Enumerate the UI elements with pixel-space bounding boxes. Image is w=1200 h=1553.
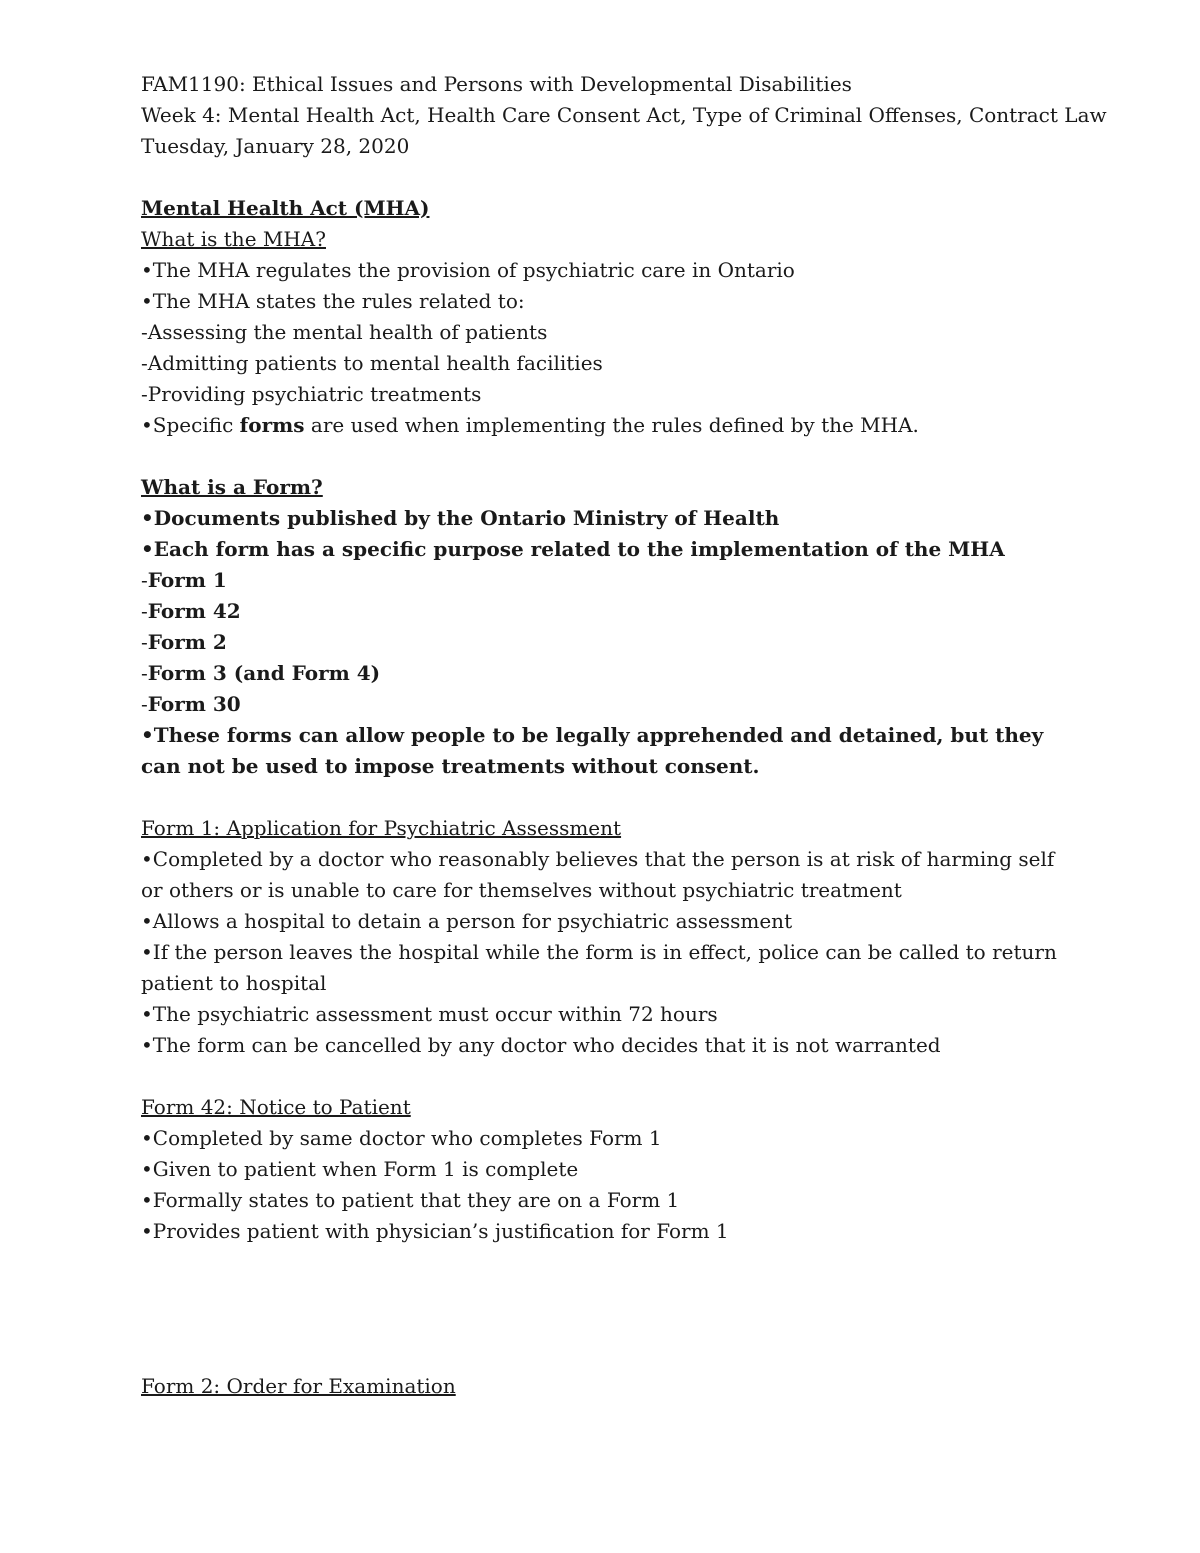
form1-item: •The form can be cancelled by any doctor who decides that it is not warranted bbox=[141, 1033, 941, 1057]
form42-item: •Formally states to patient that they are on a Form 1 bbox=[141, 1188, 680, 1212]
form1-item: •The psychiatric assessment must occur within 72 hours bbox=[141, 1002, 718, 1026]
mha-item: -Assessing the mental health of patients bbox=[141, 320, 548, 344]
form-list-item: -Form 30 bbox=[141, 692, 241, 716]
form-list-item: -Form 42 bbox=[141, 599, 241, 623]
form1-item: •Completed by a doctor who reasonably believes that the person is at risk of harming self or others or is unable to care for themselves without psychiatric treatment bbox=[141, 847, 1055, 902]
form-list-item: -Form 1 bbox=[141, 568, 227, 592]
week-title: Week 4: Mental Health Act, Health Care Consent Act, Type of Criminal Offenses, Contract Law bbox=[141, 103, 1107, 127]
form-item: •Each form has a specific purpose related to the implementation of the MHA bbox=[141, 537, 1005, 561]
forms-note: •These forms can allow people to be legally apprehended and detained, but they can not be used to impose treatments without consent. bbox=[141, 723, 1044, 778]
form-list-item: -Form 3 (and Form 4) bbox=[141, 661, 381, 685]
mha-item: -Providing psychiatric treatments bbox=[141, 382, 482, 406]
form42-heading: Form 42: Notice to Patient bbox=[141, 1095, 411, 1119]
form1-heading: Form 1: Application for Psychiatric Assessment bbox=[141, 816, 622, 840]
course-title: FAM1190: Ethical Issues and Persons with Developmental Disabilities bbox=[141, 72, 852, 96]
form42-item: •Completed by same doctor who completes Form 1 bbox=[141, 1126, 662, 1150]
form1-item: •Allows a hospital to detain a person for psychiatric assessment bbox=[141, 909, 793, 933]
mha-item: •The MHA regulates the provision of psychiatric care in Ontario bbox=[141, 258, 795, 282]
form-heading: What is a Form? bbox=[141, 475, 323, 499]
mha-forms-line: •Specific forms are used when implementing the rules defined by the MHA. bbox=[141, 413, 919, 437]
mha-heading: Mental Health Act (MHA) bbox=[141, 196, 430, 220]
mha-item: •The MHA states the rules related to: bbox=[141, 289, 525, 313]
form1-item: •If the person leaves the hospital while the form is in effect, police can be called to return patient to hospital bbox=[141, 940, 1057, 995]
mha-item: -Admitting patients to mental health facilities bbox=[141, 351, 603, 375]
document-page bbox=[141, 69, 1107, 1402]
form-list-item: -Form 2 bbox=[141, 630, 227, 654]
form-item: •Documents published by the Ontario Ministry of Health bbox=[141, 506, 780, 530]
form42-item: •Provides patient with physician’s justification for Form 1 bbox=[141, 1219, 729, 1243]
mha-subheading: What is the MHA? bbox=[141, 227, 326, 251]
form2-heading: Form 2: Order for Examination bbox=[141, 1374, 456, 1398]
lecture-date: Tuesday, January 28, 2020 bbox=[141, 134, 410, 158]
form42-item: •Given to patient when Form 1 is complete bbox=[141, 1157, 579, 1181]
